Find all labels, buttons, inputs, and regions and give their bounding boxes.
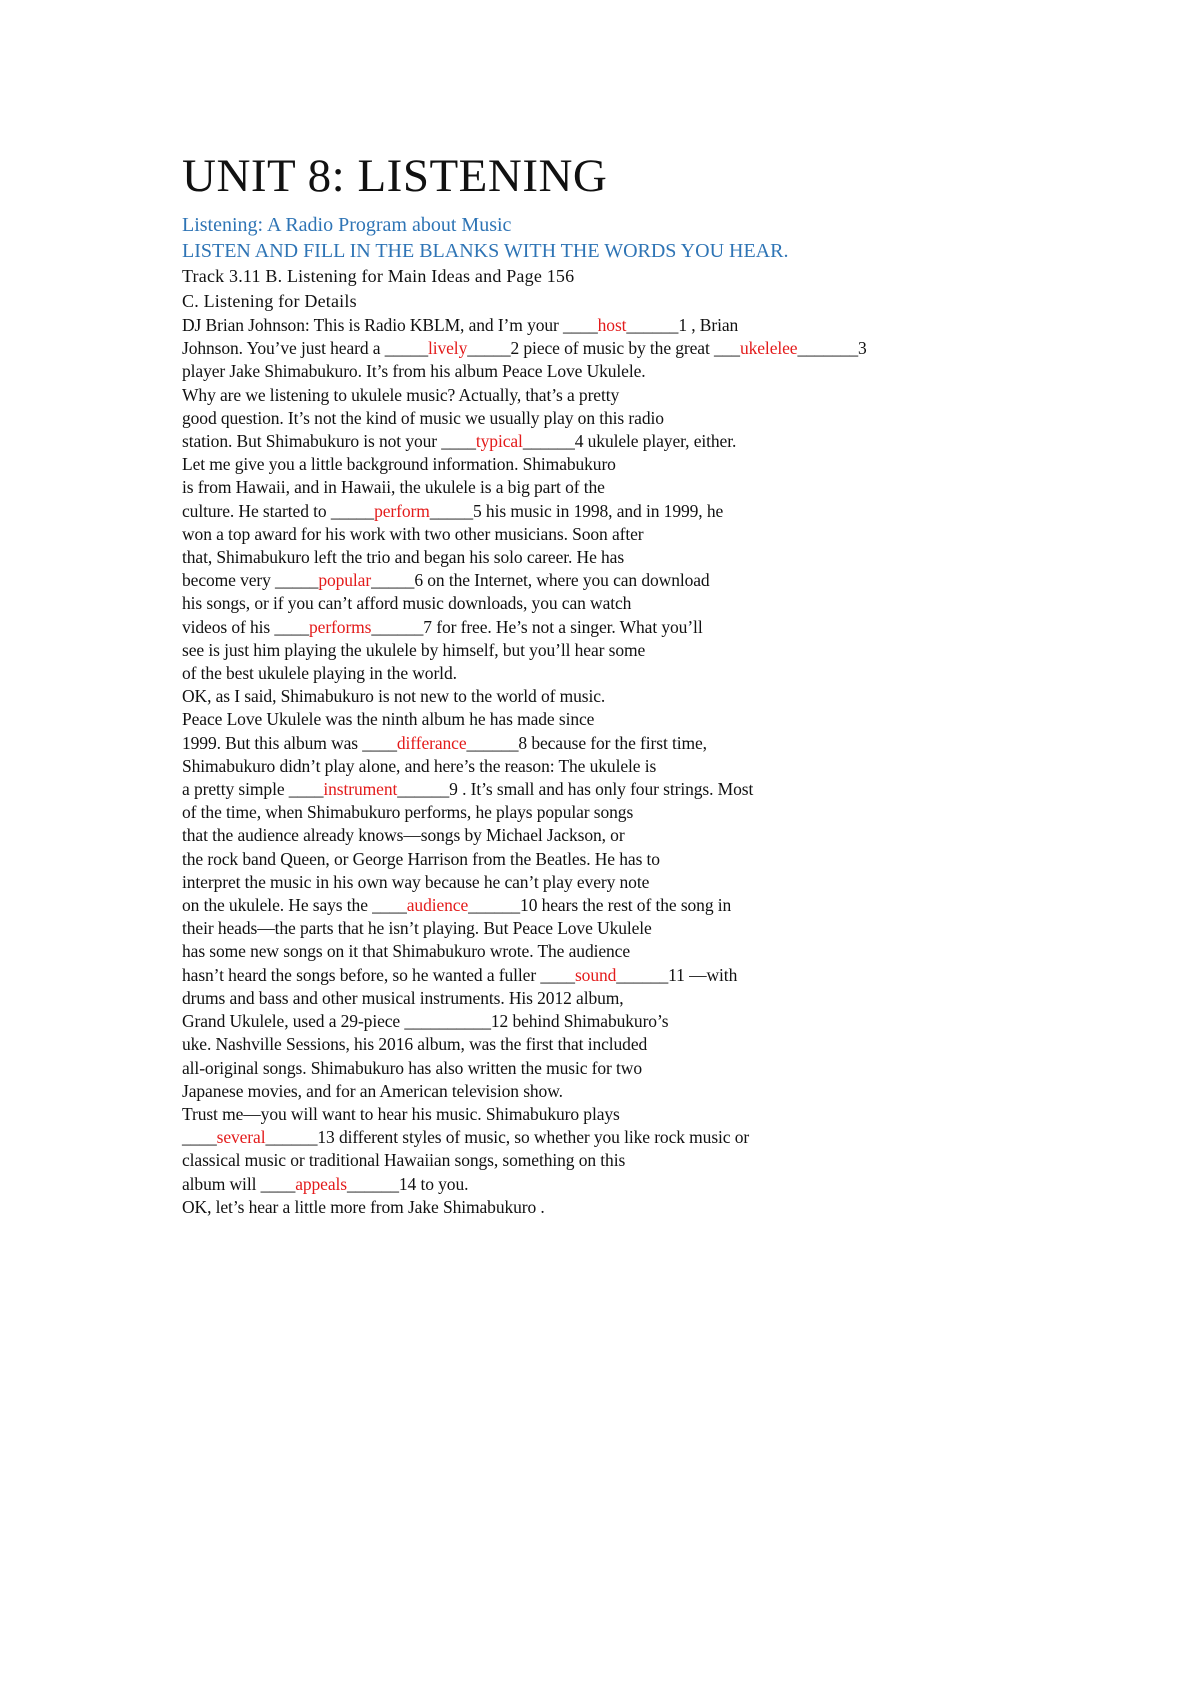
transcript-text: all-original songs. Shimabukuro has also written the music for two	[182, 1057, 642, 1078]
transcript-line	[182, 1080, 1142, 1103]
document-subtitle: Listening: A Radio Program about Music	[182, 214, 512, 236]
transcript-text: DJ Brian Johnson: This is Radio KBLM, and I’m your ____	[182, 315, 598, 335]
transcript-line	[182, 1057, 1142, 1080]
filled-answer: popular	[318, 570, 372, 591]
transcript-line	[182, 360, 1142, 383]
transcript-line	[182, 500, 1142, 523]
transcript-text: player Jake Shimabukuro. It’s from his album Peace Love Ukulele.	[182, 361, 646, 382]
transcript-text: ______1 , Brian	[626, 315, 739, 335]
filled-answer: instrument	[323, 779, 398, 800]
transcript-text: ______11 —with	[616, 964, 738, 985]
track-info: Track 3.11 B. Listening for Main Ideas and Page 156	[182, 266, 575, 286]
transcript-text: _____5 his music in 1998, and in 1999, he	[429, 500, 724, 521]
transcript-text: that, Shimabukuro left the trio and began his solo career. He has	[182, 547, 625, 568]
filled-answer: ukelelee	[739, 338, 798, 359]
transcript-text: Peace Love Ukulele was the ninth album he has made since	[182, 709, 595, 730]
transcript-line	[182, 592, 1142, 615]
transcript-line	[182, 523, 1142, 546]
transcript-line	[182, 1103, 1142, 1126]
transcript-text: ______14 to you.	[347, 1173, 469, 1194]
transcript-text: has some new songs on it that Shimabukuro wrote. The audience	[182, 941, 631, 962]
transcript-text: album will ____	[182, 1173, 296, 1194]
transcript-body	[182, 314, 1142, 1219]
transcript-text: _____6 on the Internet, where you can download	[371, 570, 710, 591]
transcript-line	[182, 824, 1142, 847]
transcript-line	[182, 917, 1142, 940]
transcript-line	[182, 476, 1142, 499]
transcript-text: see is just him playing the ukulele by himself, but you’ll hear some	[182, 639, 646, 660]
filled-answer: lively	[427, 338, 468, 359]
transcript-line	[182, 1196, 1142, 1219]
document-instruction: LISTEN AND FILL IN THE BLANKS WITH THE WORDS YOU HEAR.	[182, 240, 789, 262]
filled-answer: performs	[309, 616, 372, 637]
transcript-line	[182, 801, 1142, 824]
transcript-text: ______4 ukulele player, either.	[522, 431, 737, 452]
transcript-line	[182, 685, 1142, 708]
transcript-text: their heads—the parts that he isn’t playing. But Peace Love Ukulele	[182, 918, 652, 939]
transcript-text: Why are we listening to ukulele music? Actually, that’s a pretty	[182, 384, 620, 405]
transcript-line	[182, 871, 1142, 894]
transcript-text: ____	[182, 1127, 217, 1148]
transcript-line	[182, 1033, 1142, 1056]
filled-answer: sound	[574, 964, 617, 985]
transcript-line	[182, 662, 1142, 685]
transcript-line	[182, 848, 1142, 871]
transcript-text: Let me give you a little background information. Shimabukuro	[182, 454, 616, 475]
transcript-text: of the best ukulele playing in the world.	[182, 663, 457, 684]
transcript-line	[182, 430, 1142, 453]
filled-answer: typical	[475, 431, 523, 452]
transcript-line	[182, 639, 1142, 662]
filled-answer: host	[597, 315, 627, 335]
transcript-text: Japanese movies, and for an American television show.	[182, 1080, 563, 1101]
transcript-text: videos of his ____	[182, 616, 310, 637]
transcript-line	[182, 546, 1142, 569]
transcript-line	[182, 384, 1142, 407]
transcript-line	[182, 569, 1142, 592]
transcript-text: that the audience already knows—songs by Michael Jackson, or	[182, 825, 625, 846]
filled-answer: differance	[396, 732, 467, 753]
filled-answer: appeals	[295, 1173, 347, 1194]
transcript-line	[182, 1126, 1142, 1149]
filled-answer: audience	[406, 895, 469, 916]
transcript-text: a pretty simple ____	[182, 779, 324, 800]
transcript-text: is from Hawaii, and in Hawaii, the ukulele is a big part of the	[182, 477, 605, 498]
transcript-line	[182, 337, 1142, 360]
transcript-text: ______8 because for the first time,	[466, 732, 707, 753]
transcript-text: _____2 piece of music by the great ___	[467, 338, 740, 359]
transcript-text: ______10 hears the rest of the song in	[468, 895, 732, 916]
transcript-text: OK, let’s hear a little more from Jake Shimabukuro .	[182, 1196, 545, 1217]
transcript-line	[182, 755, 1142, 778]
filled-answer: perform	[374, 500, 430, 521]
transcript-line	[182, 940, 1142, 963]
transcript-text: ______13 different styles of music, so whether you like rock music or	[265, 1127, 750, 1148]
transcript-text: uke. Nashville Sessions, his 2016 album, was the first that included	[182, 1034, 648, 1055]
transcript-text: drums and bass and other musical instruments. His 2012 album,	[182, 987, 624, 1008]
filled-answer: several	[216, 1127, 266, 1148]
transcript-line	[182, 894, 1142, 917]
transcript-text: Trust me—you will want to hear his music. Shimabukuro plays	[182, 1103, 620, 1124]
transcript-text: interpret the music in his own way because he can’t play every note	[182, 871, 650, 892]
transcript-line	[182, 314, 1142, 337]
transcript-text: Shimabukuro didn’t play alone, and here’s the reason: The ukulele is	[182, 755, 657, 776]
transcript-text: ______7 for free. He’s not a singer. What you’ll	[371, 616, 703, 637]
transcript-text: culture. He started to _____	[182, 500, 375, 521]
transcript-text: station. But Shimabukuro is not your ____	[182, 431, 476, 452]
transcript-text: become very _____	[182, 570, 319, 591]
transcript-line	[182, 964, 1142, 987]
transcript-text: won a top award for his work with two other musicians. Soon after	[182, 523, 644, 544]
transcript-text: of the time, when Shimabukuro performs, he plays popular songs	[182, 802, 634, 823]
transcript-text: Grand Ukulele, used a 29-piece __________12 behind Shimabukuro’s	[182, 1011, 669, 1032]
transcript-text: ______9 . It’s small and has only four strings. Most	[397, 779, 754, 800]
transcript-line	[182, 778, 1142, 801]
transcript-line	[182, 708, 1142, 731]
transcript-text: 1999. But this album was ____	[182, 732, 397, 753]
transcript-line	[182, 407, 1142, 430]
transcript-line	[182, 616, 1142, 639]
transcript-text: OK, as I said, Shimabukuro is not new to the world of music.	[182, 686, 606, 707]
document-content	[182, 148, 1142, 1219]
page-title: UNIT 8: LISTENING	[182, 150, 608, 202]
transcript-line	[182, 987, 1142, 1010]
transcript-text: his songs, or if you can’t afford music downloads, you can watch	[182, 593, 632, 614]
transcript-text: good question. It’s not the kind of music we usually play on this radio	[182, 407, 664, 428]
transcript-line	[182, 1010, 1142, 1033]
transcript-line	[182, 1149, 1142, 1172]
transcript-text: classical music or traditional Hawaiian songs, something on this	[182, 1150, 626, 1171]
transcript-line	[182, 732, 1142, 755]
transcript-text: _______3	[797, 338, 867, 359]
transcript-line	[182, 1173, 1142, 1196]
transcript-text: the rock band Queen, or George Harrison from the Beatles. He has to	[182, 848, 660, 869]
transcript-text: on the ukulele. He says the ____	[182, 895, 407, 916]
transcript-text: Johnson. You’ve just heard a _____	[182, 338, 428, 359]
section-heading: C. Listening for Details	[182, 291, 357, 311]
transcript-text: hasn’t heard the songs before, so he wanted a fuller ____	[182, 964, 575, 985]
transcript-line	[182, 453, 1142, 476]
